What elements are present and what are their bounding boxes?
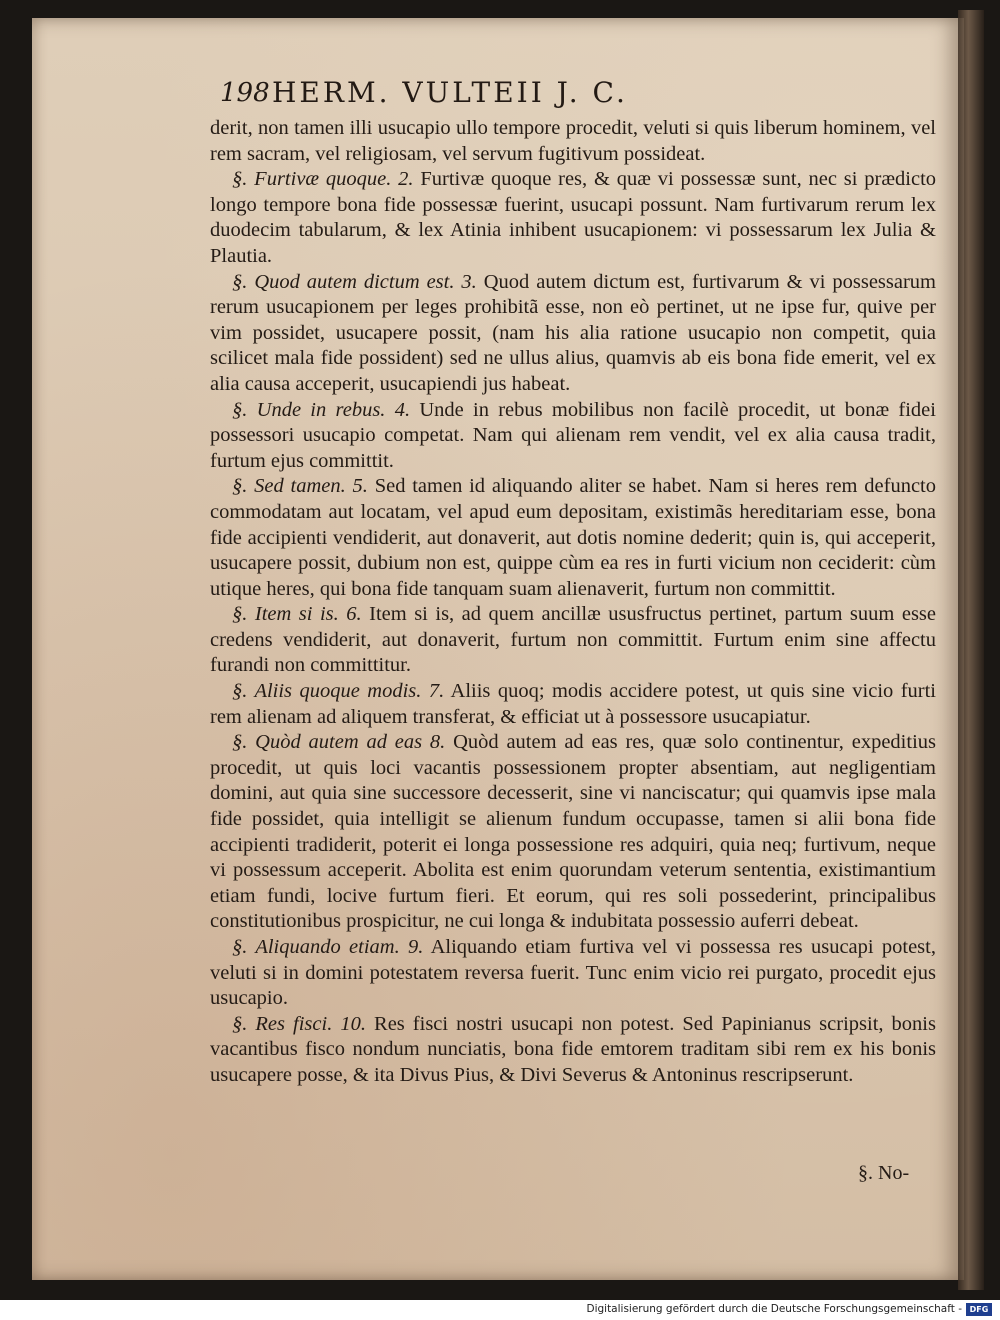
paragraph-text: Sed tamen id aliquando aliter se habet. Nam si heres rem defuncto commodatam aut locatam, vel apud eum depositam, existimãs hereditariam esse, bona fide accipienti vendiderit, aut donaverit, aut dotis nomine dederit; quin is, qui acceperit, usucapere possit, dubium non est, quippe cùm ea res in furti vicium non ceciderit: cùm utique heres, qui bona fide tanquam suam alienaverit, furtum non committit. [210, 475, 936, 600]
paragraph-7 [210, 679, 936, 730]
footer-bar [0, 1300, 1000, 1320]
paragraph-text: Furtivæ quoque res, & quæ vi possessæ sunt, nec si prædicto longo tempore bona fide possessæ fuerint, usucapi possunt. Nam furtivarum rerum lex duodecim tabularum, & lex Atinia inhibent usucapionem: vi possessarum lex Julia & Plautia. [210, 168, 937, 267]
paragraph-text: derit, non tamen illi usucapio ullo tempore procedit, veluti si quis liberum hominem, vel rem sacram, vel religiosam, vel servum fugitivum possideat. [210, 117, 936, 165]
paragraph-text: Unde in rebus mobilibus non facilè procedit, ut bonæ fidei possessori usucapio competat. Nam qui alienam rem vendit, vel ex alia causa tradit, furtum ejus committit. [210, 398, 936, 472]
paragraph-8 [210, 730, 936, 935]
section-marker: §. Item si is. 6. [232, 603, 362, 626]
section-marker: §. Sed tamen. 5. [232, 475, 368, 498]
paragraph-text: Aliis quoq; modis accidere potest, ut quis sine vicio furti rem alienam ad aliquem transferat, & efficiat ut à possessore usucapiatur. [210, 680, 937, 728]
section-marker: §. Res fisci. 10. [232, 1012, 366, 1035]
funding-credit: Digitalisierung gefördert durch die Deutsche Forschungsgemeinschaft - [586, 1303, 962, 1315]
section-marker: §. Aliquando etiam. 9. [232, 936, 424, 958]
paragraph-10 [210, 1012, 936, 1089]
paragraph-4 [210, 398, 936, 475]
paragraph-text: Res fisci nostri usucapi non potest. Sed Papinianus scripsit, bonis vacantibus fisco nondum nunciatis, bona fide emtorem traditam sibi rem ex his bonis usucapere posse, & ita Divus Pius, & Divi Severus & Antoninus rescripserunt. [210, 1012, 936, 1086]
section-marker: §. Aliis quoque modis. 7. [232, 680, 445, 703]
section-marker: §. Quod autem dictum est. 3. [232, 270, 477, 293]
paragraph-text: Item si is, ad quem ancillæ ususfructus pertinet, partum suum esse credens vendiderit, aut donaverit, furtum non committit. Furtum enim sine affectu furandi non committitur. [210, 603, 936, 677]
paragraph-3 [210, 270, 936, 398]
dfg-logo: DFG [966, 1303, 992, 1316]
paragraph-text: Quod autem dictum est, furtivarum & vi possessarum rerum usucapionem per leges prohibitã esse, non eò pertinet, ut ne ipse fur, quive per vim possidet, usucapere possit, (nam his alia ratione usucapio non competit, quia scilicet mala fide possident) sed ne ullus alius, quamvis ab eis bona fide emerit, vel ex alia causa acceperit, usucapiendi jus habeat. [210, 270, 936, 395]
running-head: HERM. VULTEII J. C. [272, 76, 628, 109]
catchword: §. No- [858, 1162, 910, 1184]
paragraph-2 [210, 167, 936, 269]
page-header [220, 76, 780, 116]
page-number: 198 [220, 78, 270, 108]
section-marker: §. Furtivæ quoque. 2. [232, 168, 414, 191]
page-edge [958, 10, 984, 1290]
section-marker: §. Quòd autem ad eas 8. [232, 731, 446, 754]
paragraph-9 [210, 935, 936, 1012]
paragraph-6 [210, 602, 936, 679]
paragraph-text: Quòd autem ad eas res, quæ solo continentur, expeditius procedit, ut quis loci vacantis possessionem propter absentiam, aut negligentiam domini, aut quia sine successore decesserit, sine vi nanciscatur; qui quamvis ipse mala fide possidet, quia intelligit se alienum fundum occupasse, tamen si alii bona fide accipienti tradiderit, poterit ei longa possessione res adquiri, quia neq; furtivum, neque vi possessum acceperit. Abolita est enim quorundam veterum sententia, existimantium etiam fundi, locive furtum fieri. Et eorum, qui res soli possederint, principalibus constitutionibus prospicitur, ne cui longa & indubitata possessio auferri debeat. [210, 731, 936, 933]
paragraph-text: Aliquando etiam furtiva vel vi possessa res usucapi potest, veluti si in domini potestatem reversa fuerit. Tunc enim vicio rei purgato, procedit ejus usucapio. [210, 936, 936, 1010]
body-text [210, 116, 936, 1089]
paragraph-continuation [210, 116, 936, 167]
section-marker: §. Unde in rebus. 4. [232, 398, 411, 421]
paragraph-5 [210, 474, 936, 602]
